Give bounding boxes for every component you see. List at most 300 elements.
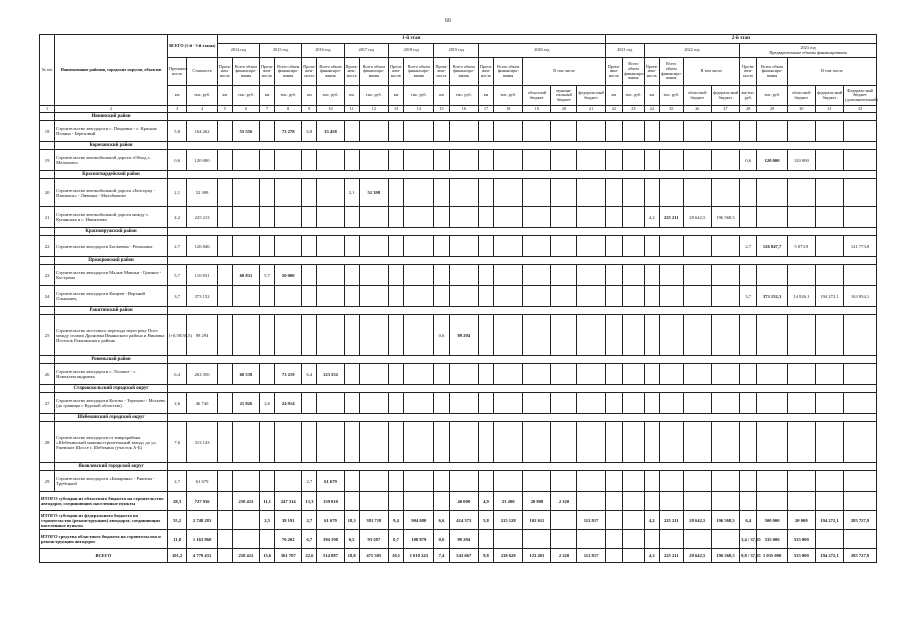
h-fin-2016: Всего объем финансиро-вания xyxy=(317,58,344,86)
object-number: 28 xyxy=(40,422,55,463)
total-cell-col-23 xyxy=(623,549,645,563)
value-cell-col-16 xyxy=(449,286,478,307)
column-number: 17 xyxy=(478,106,493,113)
section-number-cell xyxy=(40,307,55,315)
value-cell-col-27 xyxy=(711,121,739,142)
object-row xyxy=(40,265,877,286)
value-cell-col-17 xyxy=(478,150,493,171)
column-number: 3 xyxy=(167,106,187,113)
value-cell-col-3: 5,8 xyxy=(167,121,187,142)
section-filler xyxy=(167,257,876,265)
object-name: Строительство автодороги «Бамарина» - Ракитка - Трубецкой xyxy=(55,471,168,492)
year-2023 xyxy=(740,44,877,58)
value-cell-col-3: 3,7 xyxy=(167,286,187,307)
road-construction-financing-table xyxy=(39,34,877,563)
object-row xyxy=(40,121,877,142)
value-cell-col-13 xyxy=(388,179,403,207)
object-row xyxy=(40,179,877,207)
district-section-row xyxy=(40,414,877,422)
value-cell-col-20 xyxy=(551,286,577,307)
value-cell-col-6 xyxy=(232,315,259,356)
value-cell-col-18 xyxy=(494,150,523,171)
value-cell-col-19 xyxy=(523,265,551,286)
value-cell-col-4: 263 350 xyxy=(187,364,217,385)
value-cell-col-15 xyxy=(434,393,449,414)
value-cell-col-3: 2,1 xyxy=(167,179,187,207)
value-cell-col-13 xyxy=(388,150,403,171)
column-number: 27 xyxy=(711,106,739,113)
total-cell-col-10: 61 679 xyxy=(317,511,344,530)
value-cell-col-26 xyxy=(683,265,711,286)
value-cell-col-22 xyxy=(605,364,622,385)
total-cell-col-24 xyxy=(644,492,659,511)
value-cell-col-12 xyxy=(359,265,388,286)
value-cell-col-3: 6,4 xyxy=(167,364,187,385)
total-cell-col-7 xyxy=(260,530,275,549)
value-cell-col-22 xyxy=(605,236,622,257)
value-cell-col-9 xyxy=(302,207,317,228)
value-cell-col-29 xyxy=(757,121,787,142)
total-cell-col-29: 535 000 xyxy=(757,530,787,549)
value-cell-col-26 xyxy=(683,236,711,257)
value-cell-col-9: 6,4 xyxy=(302,364,317,385)
total-cell-col-20: 2 320 xyxy=(551,549,577,563)
total-cell-col-27: 196 568,5 xyxy=(711,511,739,530)
column-number: 6 xyxy=(232,106,259,113)
value-cell-col-23 xyxy=(623,315,645,356)
value-cell-col-12 xyxy=(359,422,388,463)
total-cell-col-13: 9,4 xyxy=(388,511,403,530)
total-cell-col-17: 5,8 xyxy=(478,511,493,530)
total-cell-col-21 xyxy=(577,530,605,549)
value-cell-col-15 xyxy=(434,207,449,228)
total-cell-col-12 xyxy=(359,492,388,511)
object-number: 25 xyxy=(40,315,55,356)
planned-note: Предварительные объемы финансирования xyxy=(769,49,847,55)
value-cell-col-20 xyxy=(551,179,577,207)
total-cell-col-30: 20 000 xyxy=(787,511,815,530)
total-cell-col-18 xyxy=(494,530,523,549)
value-cell-col-19 xyxy=(523,393,551,414)
object-number: 24 xyxy=(40,286,55,307)
value-cell-col-15 xyxy=(434,471,449,492)
u-rub: тыс. руб. xyxy=(449,86,478,106)
column-number: 19 xyxy=(523,106,551,113)
total-label: ИТОГО субсидии из областного бюджета на строительство автодорог, соединяющих населенные пункты xyxy=(40,492,168,511)
h-fin-2019: Всего объем финансиро-вания xyxy=(449,58,478,86)
section-number-cell xyxy=(40,257,55,265)
value-cell-col-17 xyxy=(478,364,493,385)
total-cell-col-15: 7,4 xyxy=(434,549,449,563)
year-2023-label: 2023 год xyxy=(800,44,816,50)
value-cell-col-4: 89 294 xyxy=(187,315,217,356)
value-cell-col-9 xyxy=(302,236,317,257)
object-row xyxy=(40,422,877,463)
total-cell-col-4: 1 163 860 xyxy=(187,530,217,549)
section-filler xyxy=(167,356,876,364)
h-fin-2021: Всего объем финансиро-вания xyxy=(623,58,645,86)
value-cell-col-21 xyxy=(577,121,605,142)
column-number: 11 xyxy=(344,106,359,113)
value-cell-col-23 xyxy=(623,265,645,286)
value-cell-col-4: 61 679 xyxy=(187,471,217,492)
value-cell-col-8: 50 000 xyxy=(275,265,302,286)
value-cell-col-13 xyxy=(388,393,403,414)
value-cell-col-27 xyxy=(711,236,739,257)
value-cell-col-7 xyxy=(260,315,275,356)
value-cell-col-32 xyxy=(844,393,877,414)
value-cell-col-24 xyxy=(644,121,659,142)
total-cell-col-4: 727 936 xyxy=(187,492,217,511)
value-cell-col-21 xyxy=(577,422,605,463)
column-number: 15 xyxy=(434,106,449,113)
value-cell-col-28 xyxy=(740,364,757,385)
year-2014: 2014 год xyxy=(217,44,259,58)
value-cell-col-23 xyxy=(623,179,645,207)
year-2017: 2017 год xyxy=(344,44,388,58)
value-cell-col-23 xyxy=(623,121,645,142)
value-cell-col-6 xyxy=(232,150,259,171)
u-federal: федераль-ный бюджет xyxy=(711,86,739,106)
value-cell-col-30 xyxy=(787,393,815,414)
district-name: Старооскольский городской округ xyxy=(55,385,168,393)
value-cell-col-29: 373 152,3 xyxy=(757,286,787,307)
total-cell-col-16: 543 667 xyxy=(449,549,478,563)
value-cell-col-10: 123 552 xyxy=(317,364,344,385)
value-cell-col-20 xyxy=(551,265,577,286)
value-cell-col-7 xyxy=(260,471,275,492)
value-cell-col-29: 120 000 xyxy=(757,150,787,171)
total-cell-col-8: 247 314 xyxy=(275,492,302,511)
value-cell-col-19 xyxy=(523,286,551,307)
value-cell-col-9 xyxy=(302,315,317,356)
value-cell-col-12 xyxy=(359,315,388,356)
u-rub: тыс. руб. xyxy=(187,86,217,106)
total-cell-col-13: 10,1 xyxy=(388,549,403,563)
value-cell-col-25 xyxy=(659,422,683,463)
h-incl-2022: В том числе xyxy=(683,58,739,86)
value-cell-col-30: 14 926,1 xyxy=(787,286,815,307)
value-cell-col-18 xyxy=(494,364,523,385)
section-filler xyxy=(167,414,876,422)
value-cell-col-29 xyxy=(757,315,787,356)
total-cell-col-26: 28 642,5 xyxy=(683,549,711,563)
object-name: Строительство автодороги Богачевка - Репяховка xyxy=(55,236,168,257)
total-cell-col-26 xyxy=(683,530,711,549)
value-cell-col-4: 52 398 xyxy=(187,179,217,207)
total-cell-col-32 xyxy=(844,530,877,549)
year-2018: 2018 год xyxy=(388,44,434,58)
h-cost: Стоимость xyxy=(187,58,217,86)
financing-table-sheet xyxy=(39,34,877,563)
column-number: 21 xyxy=(577,106,605,113)
total-cell-col-15: 0,6 xyxy=(434,530,449,549)
column-number: 20 xyxy=(551,106,577,113)
value-cell-col-17 xyxy=(478,207,493,228)
section-filler xyxy=(167,463,876,471)
total-cell-col-5 xyxy=(217,549,232,563)
year-2016: 2016 год xyxy=(302,44,344,58)
value-cell-col-21 xyxy=(577,179,605,207)
object-row xyxy=(40,236,877,257)
object-number: 18 xyxy=(40,121,55,142)
value-cell-col-19 xyxy=(523,179,551,207)
u-rub: тыс. руб. xyxy=(494,86,523,106)
district-name: Ракитянский район xyxy=(55,307,168,315)
value-cell-col-13 xyxy=(388,236,403,257)
value-cell-col-3: 7,6 xyxy=(167,422,187,463)
value-cell-col-11 xyxy=(344,150,359,171)
value-cell-col-11 xyxy=(344,121,359,142)
object-number: 20 xyxy=(40,179,55,207)
total-cell-col-32 xyxy=(844,492,877,511)
value-cell-col-14 xyxy=(404,207,434,228)
value-cell-col-26 xyxy=(683,393,711,414)
total-cell-col-19 xyxy=(523,530,551,549)
value-cell-col-10 xyxy=(317,422,344,463)
value-cell-col-29 xyxy=(757,364,787,385)
value-cell-col-15 xyxy=(434,286,449,307)
value-cell-col-27 xyxy=(711,393,739,414)
value-cell-col-7 xyxy=(260,236,275,257)
total-cell-col-31 xyxy=(815,492,843,511)
column-number: 16 xyxy=(449,106,478,113)
total-label: ИТОГО субсидии из федерального бюджета на строительство (реконструкцию) автодорог, соединяющих населенные пункты xyxy=(40,511,168,530)
value-cell-col-4: 373 152 xyxy=(187,286,217,307)
total-cell-col-29: 1 035 000 xyxy=(757,549,787,563)
total-cell-col-17 xyxy=(478,530,493,549)
value-cell-col-3: 4,2 xyxy=(167,207,187,228)
total-cell-col-31: 194 272,1 xyxy=(815,549,843,563)
value-cell-col-9: 2,7 xyxy=(302,471,317,492)
value-cell-col-30 xyxy=(787,265,815,286)
col-header-name: Наименование районов, городских округов, объектов xyxy=(55,35,168,106)
district-section-row xyxy=(40,463,877,471)
value-cell-col-4: 313 143 xyxy=(187,422,217,463)
value-cell-col-26 xyxy=(683,471,711,492)
u-federal: федераль-ный бюджет xyxy=(577,86,605,106)
value-cell-col-23 xyxy=(623,422,645,463)
table-header xyxy=(40,35,877,113)
total-cell-col-10: 514 887 xyxy=(317,549,344,563)
u-rub: тыс. руб. xyxy=(404,86,434,106)
value-cell-col-6 xyxy=(232,422,259,463)
value-cell-col-16 xyxy=(449,471,478,492)
section-filler xyxy=(167,228,876,236)
value-cell-col-32 xyxy=(844,207,877,228)
value-cell-col-9 xyxy=(302,422,317,463)
u-rub: тыс. руб. xyxy=(757,86,787,106)
column-number: 22 xyxy=(605,106,622,113)
value-cell-col-18 xyxy=(494,179,523,207)
u-federal: федераль-ный бюджет xyxy=(815,86,843,106)
district-name: Ивнянский район xyxy=(55,113,168,121)
section-filler xyxy=(167,113,876,121)
total-cell-col-23 xyxy=(623,492,645,511)
value-cell-col-29 xyxy=(757,207,787,228)
value-cell-col-21 xyxy=(577,471,605,492)
value-cell-col-31 xyxy=(815,471,843,492)
value-cell-col-8 xyxy=(275,315,302,356)
total-cell-col-17: 9,8 xyxy=(478,549,493,563)
value-cell-col-8: 73 278 xyxy=(275,121,302,142)
value-cell-col-25: 225 211 xyxy=(659,207,683,228)
total-cell-col-29 xyxy=(757,492,787,511)
value-cell-col-16 xyxy=(449,422,478,463)
district-section-row xyxy=(40,257,877,265)
total-cell-col-25: 225 211 xyxy=(659,549,683,563)
total-cell-col-9: 2,7 xyxy=(302,511,317,530)
value-cell-col-24 xyxy=(644,286,659,307)
total-cell-col-15: 6,6 xyxy=(434,511,449,530)
u-rub: тыс. руб. xyxy=(659,86,683,106)
value-cell-col-32: 163 954,1 xyxy=(844,286,877,307)
value-cell-col-14 xyxy=(404,286,434,307)
total-cell-col-15 xyxy=(434,492,449,511)
value-cell-col-20 xyxy=(551,150,577,171)
value-cell-col-28 xyxy=(740,315,757,356)
total-row xyxy=(40,530,877,549)
value-cell-col-31 xyxy=(815,265,843,286)
value-cell-col-22 xyxy=(605,265,622,286)
value-cell-col-21 xyxy=(577,207,605,228)
object-number: 22 xyxy=(40,236,55,257)
district-section-row xyxy=(40,385,877,393)
h-len-2021: Протя-жен-ность xyxy=(605,58,622,86)
value-cell-col-32: 121 773,8 xyxy=(844,236,877,257)
district-name: Шебекинский городской округ xyxy=(55,414,168,422)
value-cell-col-16 xyxy=(449,121,478,142)
value-cell-col-10: 35 458 xyxy=(317,121,344,142)
total-cell-col-20 xyxy=(551,511,577,530)
total-cell-col-13 xyxy=(388,492,403,511)
total-cell-col-3: 11,8 xyxy=(167,530,187,549)
h-incl-2023: В том числе xyxy=(787,58,876,86)
column-number: 12 xyxy=(359,106,388,113)
value-cell-col-5 xyxy=(217,207,232,228)
total-row xyxy=(40,492,877,511)
value-cell-col-5 xyxy=(217,150,232,171)
total-cell-col-25 xyxy=(659,492,683,511)
value-cell-col-23 xyxy=(623,236,645,257)
value-cell-col-28: 3,7 xyxy=(740,286,757,307)
column-number: 4 xyxy=(187,106,217,113)
value-cell-col-7: 2,6 xyxy=(260,393,275,414)
year-2015: 2015 год xyxy=(260,44,302,58)
value-cell-col-11 xyxy=(344,471,359,492)
u-km: км xyxy=(434,86,449,106)
value-cell-col-31 xyxy=(815,364,843,385)
value-cell-col-7 xyxy=(260,121,275,142)
total-cell-col-9: 22,6 xyxy=(302,549,317,563)
value-cell-col-4: 126 846 xyxy=(187,236,217,257)
total-cell-col-28: 3,4 / 37,05 xyxy=(740,530,757,549)
section-filler xyxy=(167,385,876,393)
value-cell-col-10: 61 679 xyxy=(317,471,344,492)
value-cell-col-18 xyxy=(494,393,523,414)
value-cell-col-20 xyxy=(551,207,577,228)
value-cell-col-5 xyxy=(217,265,232,286)
value-cell-col-11 xyxy=(344,236,359,257)
value-cell-col-4: 46 740 xyxy=(187,393,217,414)
value-cell-col-23 xyxy=(623,364,645,385)
value-cell-col-31: 194 272,1 xyxy=(815,286,843,307)
value-cell-col-17 xyxy=(478,286,493,307)
column-number: 29 xyxy=(757,106,787,113)
value-cell-col-28 xyxy=(740,265,757,286)
value-cell-col-32 xyxy=(844,422,877,463)
column-number: 7 xyxy=(260,106,275,113)
object-name: Строительство автодороги с. Покровка - с. Красная Поляна - Березовый xyxy=(55,121,168,142)
total-cell-col-9: 6,7 xyxy=(302,530,317,549)
value-cell-col-8 xyxy=(275,422,302,463)
h-len-2022: Протя-жен-ность xyxy=(644,58,659,86)
value-cell-col-26 xyxy=(683,150,711,171)
value-cell-col-27 xyxy=(711,422,739,463)
value-cell-col-29 xyxy=(757,179,787,207)
total-cell-col-29: 500 000 xyxy=(757,511,787,530)
value-cell-col-21 xyxy=(577,315,605,356)
value-cell-col-16 xyxy=(449,265,478,286)
value-cell-col-26 xyxy=(683,315,711,356)
object-row xyxy=(40,471,877,492)
u-km: км xyxy=(217,86,232,106)
value-cell-col-28 xyxy=(740,207,757,228)
total-cell-col-27 xyxy=(711,530,739,549)
value-cell-col-11 xyxy=(344,422,359,463)
value-cell-col-17 xyxy=(478,315,493,356)
value-cell-col-30 xyxy=(787,121,815,142)
value-cell-col-28 xyxy=(740,471,757,492)
total-cell-col-28: 6,4 xyxy=(740,511,757,530)
total-cell-col-23 xyxy=(623,530,645,549)
total-cell-col-8: 361 707 xyxy=(275,549,302,563)
value-cell-col-29: 126 847,7 xyxy=(757,236,787,257)
value-cell-col-13 xyxy=(388,121,403,142)
value-cell-col-7 xyxy=(260,179,275,207)
value-cell-col-28 xyxy=(740,179,757,207)
total-cell-col-26: 28 642,5 xyxy=(683,511,711,530)
u-km-rub: км/тыс. руб. xyxy=(740,86,757,106)
value-cell-col-6 xyxy=(232,286,259,307)
total-cell-col-23 xyxy=(623,511,645,530)
value-cell-col-21 xyxy=(577,286,605,307)
total-cell-col-30: 535 000 xyxy=(787,549,815,563)
value-cell-col-32 xyxy=(844,265,877,286)
value-cell-col-7 xyxy=(260,150,275,171)
value-cell-col-18 xyxy=(494,121,523,142)
value-cell-col-13 xyxy=(388,315,403,356)
column-number: 14 xyxy=(404,106,434,113)
section-number-cell xyxy=(40,171,55,179)
total-cell-col-14: 108 879 xyxy=(404,530,434,549)
section-number-cell xyxy=(40,228,55,236)
total-cell-col-28: 9,8 / 37,05 xyxy=(740,549,757,563)
value-cell-col-28 xyxy=(740,422,757,463)
value-cell-col-11 xyxy=(344,265,359,286)
total-cell-col-16: 414 373 xyxy=(449,511,478,530)
section-number-cell xyxy=(40,113,55,121)
object-name: Строительство автомобильной дороги «Обход с. Мелихово» xyxy=(55,150,168,171)
value-cell-col-13 xyxy=(388,265,403,286)
total-cell-col-25 xyxy=(659,530,683,549)
value-cell-col-15: 0,6 xyxy=(434,315,449,356)
value-cell-col-19 xyxy=(523,315,551,356)
value-cell-col-4: 120 000 xyxy=(187,150,217,171)
value-cell-col-5 xyxy=(217,315,232,356)
total-cell-col-24 xyxy=(644,530,659,549)
value-cell-col-22 xyxy=(605,179,622,207)
